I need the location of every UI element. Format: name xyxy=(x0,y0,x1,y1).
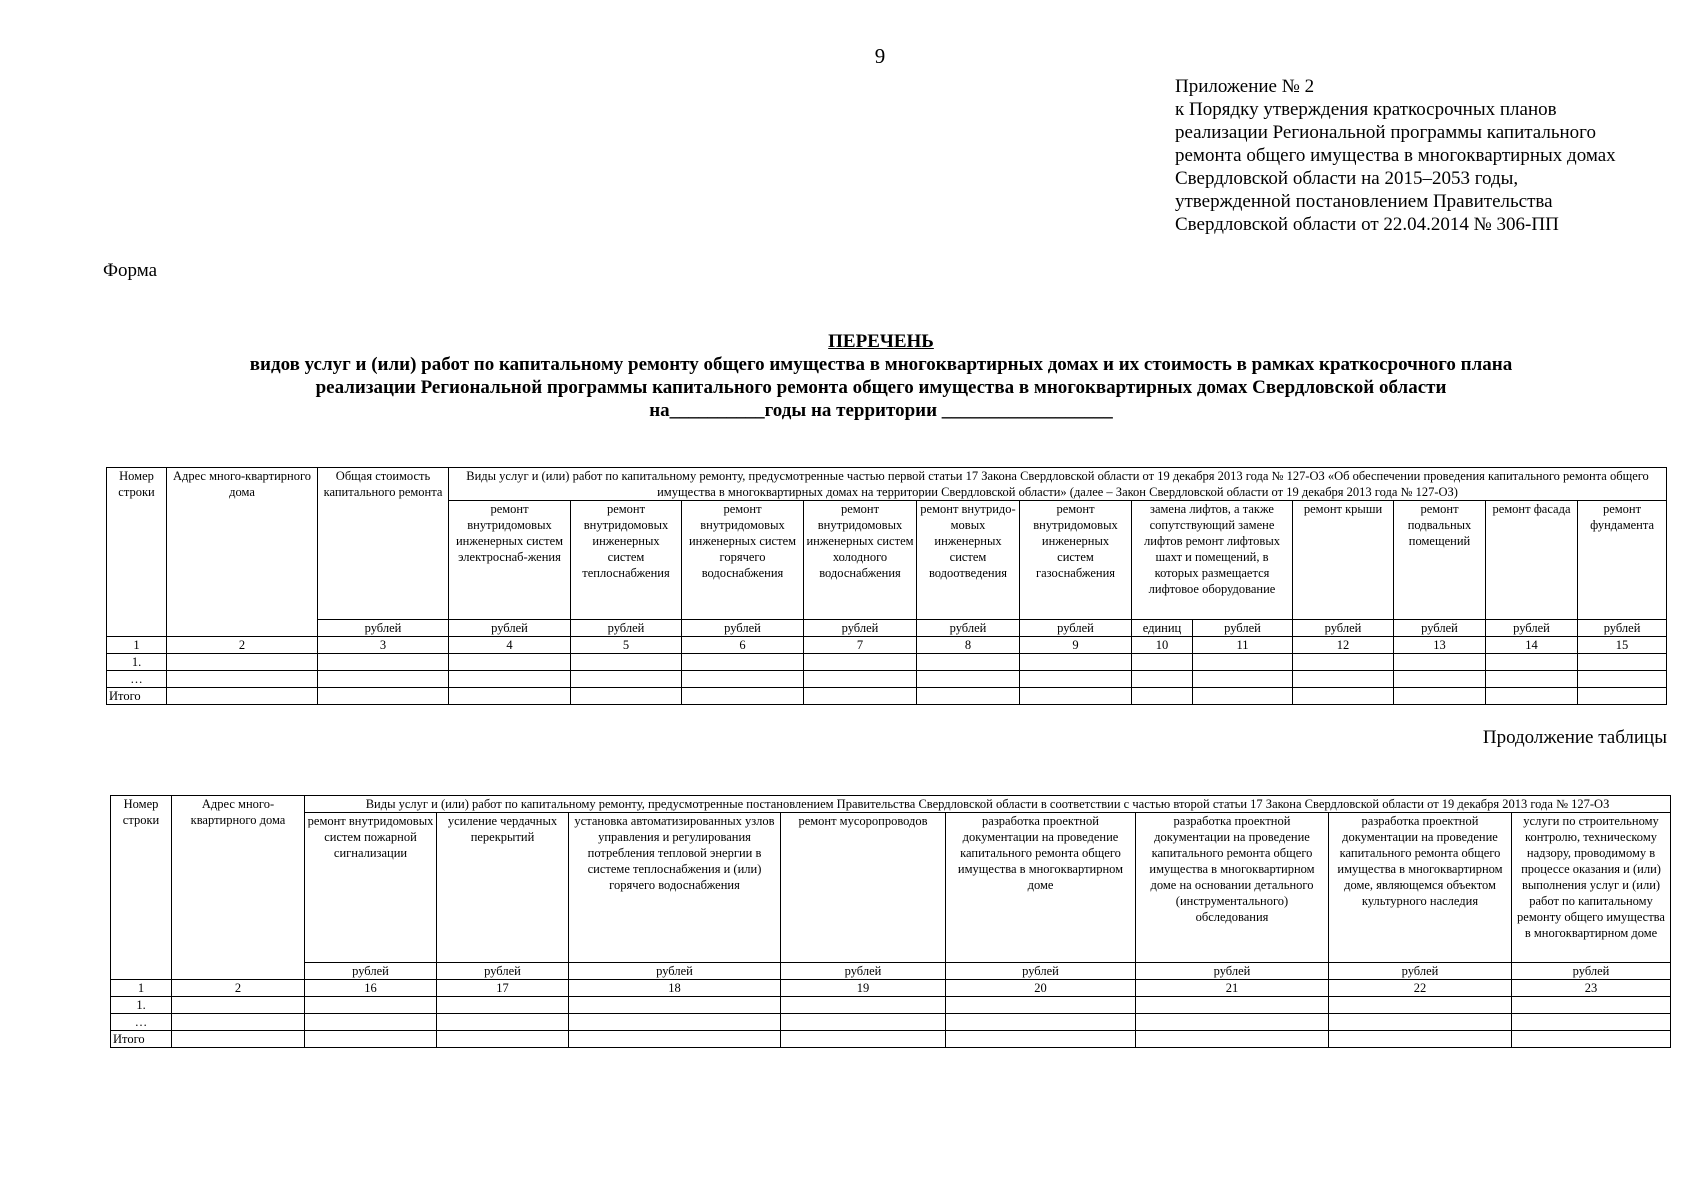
data-cell xyxy=(437,997,569,1014)
document-title xyxy=(0,330,1699,422)
row-label: … xyxy=(111,1014,172,1031)
column-number: 14 xyxy=(1486,637,1578,654)
data-cell xyxy=(571,688,682,705)
column-number: 5 xyxy=(571,637,682,654)
header-subcolumn: разработка проектной документации на проведение капитального ремонта общего имущества в многоквартирном доме на основании детального (инструментального) обследования xyxy=(1136,813,1329,963)
unit-cell: рублей xyxy=(1020,620,1132,637)
data-cell xyxy=(946,1014,1136,1031)
data-cell xyxy=(1132,671,1193,688)
appendix-block xyxy=(1175,75,1616,236)
header-row-number: Номер строки xyxy=(111,796,172,980)
services-table-part1 xyxy=(106,467,1667,705)
data-cell xyxy=(318,654,449,671)
column-number: 17 xyxy=(437,980,569,997)
column-number: 16 xyxy=(305,980,437,997)
header-subcolumn: ремонт внутридомовых инженерных систем теплоснабжения xyxy=(571,501,682,620)
column-number: 4 xyxy=(449,637,571,654)
header-subcolumn: ремонт внутридомовых инженерных систем газоснабжения xyxy=(1020,501,1132,620)
data-cell xyxy=(917,688,1020,705)
title-line-period xyxy=(0,399,1699,422)
data-cell xyxy=(781,1031,946,1048)
data-cell xyxy=(1394,671,1486,688)
data-cell xyxy=(1486,654,1578,671)
data-cell xyxy=(167,671,318,688)
continuation-label: Продолжение таблицы xyxy=(1482,727,1667,748)
data-cell xyxy=(571,671,682,688)
unit-cell: рублей xyxy=(318,620,449,637)
header-subcolumn: ремонт внутридомовых инженерных систем холодного водоснабжения xyxy=(804,501,917,620)
unit-cell: рублей xyxy=(1394,620,1486,637)
header-address: Адрес много-квартирного дома xyxy=(167,468,318,637)
header-total-cost: Общая стоимость капитального ремонта xyxy=(318,468,449,620)
header-subcolumn: ремонт крыши xyxy=(1293,501,1394,620)
unit-cell: рублей xyxy=(449,620,571,637)
data-cell xyxy=(172,1014,305,1031)
data-cell xyxy=(449,671,571,688)
unit-cell: рублей xyxy=(1136,963,1329,980)
column-number: 19 xyxy=(781,980,946,997)
unit-cell: рублей xyxy=(571,620,682,637)
data-cell xyxy=(1293,654,1394,671)
data-cell xyxy=(1293,688,1394,705)
data-cell xyxy=(1132,654,1193,671)
row-label: Итого xyxy=(111,1031,172,1048)
appendix-line: ремонта общего имущества в многоквартирных домах xyxy=(1175,145,1616,166)
data-cell xyxy=(1020,671,1132,688)
unit-cell: единиц xyxy=(1132,620,1193,637)
data-cell xyxy=(1293,671,1394,688)
header-subcolumn: ремонт подвальных помещений xyxy=(1394,501,1486,620)
data-cell xyxy=(781,1014,946,1031)
column-number: 12 xyxy=(1293,637,1394,654)
data-cell xyxy=(1193,688,1293,705)
services-table-part2 xyxy=(110,795,1671,1048)
header-subcolumn: ремонт фасада xyxy=(1486,501,1578,620)
data-cell xyxy=(1578,688,1667,705)
data-cell xyxy=(1578,654,1667,671)
data-cell xyxy=(569,1031,781,1048)
data-cell xyxy=(1136,997,1329,1014)
data-cell xyxy=(1329,1014,1512,1031)
header-subcolumn: установка автоматизированных узлов управления и регулирования потребления тепловой энергии в системе теплоснабжения и (или) горячего водоснабжения xyxy=(569,813,781,963)
form-label: Форма xyxy=(103,260,158,281)
unit-cell: рублей xyxy=(781,963,946,980)
appendix-line: Свердловской области от 22.04.2014 № 306-ПП xyxy=(1175,214,1559,235)
data-cell xyxy=(682,654,804,671)
data-cell xyxy=(437,1031,569,1048)
unit-cell: рублей xyxy=(917,620,1020,637)
unit-cell: рублей xyxy=(437,963,569,980)
header-row-number: Номер строки xyxy=(107,468,167,637)
title-line: видов услуг и (или) работ по капитальному ремонту общего имущества в многоквартирных домах и их стоимость в рамках краткосрочного плана xyxy=(249,354,1513,375)
table-row xyxy=(107,654,1667,671)
appendix-line: утвержденной постановлением Правительства xyxy=(1175,191,1553,212)
data-cell xyxy=(1486,671,1578,688)
unit-cell: рублей xyxy=(305,963,437,980)
data-cell xyxy=(682,688,804,705)
header-address: Адрес много-квартирного дома xyxy=(172,796,305,980)
data-cell xyxy=(172,1031,305,1048)
column-number: 23 xyxy=(1512,980,1671,997)
data-cell xyxy=(1512,1031,1671,1048)
header-group-law-part2: Виды услуг и (или) работ по капитальному ремонту, предусмотренные постановлением Правительства Свердловской области в соответствии с частью второй статьи 17 Закона Свердловской области от 19 декабря 2013 года № 127-ОЗ xyxy=(305,796,1671,813)
appendix-line: реализации Региональной программы капитального xyxy=(1175,122,1597,143)
column-number: 6 xyxy=(682,637,804,654)
header-subcolumn: разработка проектной документации на проведение капитального ремонта общего имущества в многоквартирном доме, являющемся объектом культурного наследия xyxy=(1329,813,1512,963)
data-cell xyxy=(449,654,571,671)
column-number: 20 xyxy=(946,980,1136,997)
data-cell xyxy=(305,1014,437,1031)
years-blank: __________ xyxy=(669,400,765,421)
data-cell xyxy=(1512,997,1671,1014)
data-cell xyxy=(1394,688,1486,705)
data-cell xyxy=(781,997,946,1014)
column-number: 8 xyxy=(917,637,1020,654)
column-number: 15 xyxy=(1578,637,1667,654)
data-cell xyxy=(172,997,305,1014)
column-number: 2 xyxy=(167,637,318,654)
column-number: 13 xyxy=(1394,637,1486,654)
data-cell xyxy=(1512,1014,1671,1031)
data-cell xyxy=(1394,654,1486,671)
title-prefix: на xyxy=(649,400,670,421)
data-cell xyxy=(1193,654,1293,671)
page-number: 9 xyxy=(874,44,886,68)
column-number: 10 xyxy=(1132,637,1193,654)
data-cell xyxy=(1132,688,1193,705)
table-row-total xyxy=(107,688,1667,705)
data-cell xyxy=(1486,688,1578,705)
column-number: 22 xyxy=(1329,980,1512,997)
table-row-total xyxy=(111,1031,1671,1048)
data-cell xyxy=(437,1014,569,1031)
appendix-line: Свердловской области на 2015–2053 годы, xyxy=(1175,168,1519,189)
column-number: 21 xyxy=(1136,980,1329,997)
unit-cell: рублей xyxy=(1578,620,1667,637)
data-cell xyxy=(1578,671,1667,688)
data-cell xyxy=(569,997,781,1014)
data-cell xyxy=(804,654,917,671)
data-cell xyxy=(167,654,318,671)
header-subcolumn: ремонт внутридомовых инженерных систем горячего водоснабжения xyxy=(682,501,804,620)
data-cell xyxy=(804,688,917,705)
data-cell xyxy=(917,654,1020,671)
data-cell xyxy=(569,1014,781,1031)
data-cell xyxy=(305,1031,437,1048)
data-cell xyxy=(571,654,682,671)
data-cell xyxy=(1136,1014,1329,1031)
territory-blank: __________________ xyxy=(941,400,1113,421)
unit-cell: рублей xyxy=(1329,963,1512,980)
header-subcolumn: ремонт мусоропроводов xyxy=(781,813,946,963)
appendix-line: к Порядку утверждения краткосрочных планов xyxy=(1175,99,1557,120)
row-label: 1. xyxy=(111,997,172,1014)
title-heading: ПЕРЕЧЕНЬ xyxy=(828,331,934,352)
data-cell xyxy=(1329,997,1512,1014)
unit-cell: рублей xyxy=(804,620,917,637)
column-number: 3 xyxy=(318,637,449,654)
header-subcolumn: усиление чердачных перекрытий xyxy=(437,813,569,963)
column-number: 11 xyxy=(1193,637,1293,654)
unit-cell: рублей xyxy=(1193,620,1293,637)
table-row xyxy=(111,997,1671,1014)
data-cell xyxy=(305,997,437,1014)
table-row xyxy=(107,671,1667,688)
data-cell xyxy=(1020,688,1132,705)
column-number: 18 xyxy=(569,980,781,997)
row-label: … xyxy=(107,671,167,688)
data-cell xyxy=(318,688,449,705)
data-cell xyxy=(318,671,449,688)
column-number: 1 xyxy=(111,980,172,997)
data-cell xyxy=(682,671,804,688)
header-subcolumn: ремонт внутридомовых инженерных систем электроснаб-жения xyxy=(449,501,571,620)
row-label: 1. xyxy=(107,654,167,671)
data-cell xyxy=(167,688,318,705)
data-cell xyxy=(946,1031,1136,1048)
data-cell xyxy=(917,671,1020,688)
row-label: Итого xyxy=(107,688,167,705)
header-subcolumn: ремонт внутридо-мовых инженерных систем водоотведения xyxy=(917,501,1020,620)
column-number: 1 xyxy=(107,637,167,654)
header-subcolumn: ремонт внутридомовых систем пожарной сигнализации xyxy=(305,813,437,963)
data-cell xyxy=(946,997,1136,1014)
data-cell xyxy=(1329,1031,1512,1048)
data-cell xyxy=(1136,1031,1329,1048)
unit-cell: рублей xyxy=(1512,963,1671,980)
data-cell xyxy=(1020,654,1132,671)
column-number: 9 xyxy=(1020,637,1132,654)
unit-cell: рублей xyxy=(1293,620,1394,637)
title-line: реализации Региональной программы капитального ремонта общего имущества в многоквартирных домах Свердловской области xyxy=(315,377,1447,398)
data-cell xyxy=(1193,671,1293,688)
data-cell xyxy=(449,688,571,705)
header-subcolumn: услуги по строительному контролю, техническому надзору, проводимому в процессе оказания и (или) выполнения услуг и (или) работ по капитальному ремонту общего имущества в многоквартирном доме xyxy=(1512,813,1671,963)
header-group-law-part1: Виды услуг и (или) работ по капитальному ремонту, предусмотренные частью первой статьи 17 Закона Свердловской области от 19 декабря 2013 года № 127-ОЗ «Об обеспечении проведения капитального ремонта общего имущества в многоквартирных домах на территории Свердловской области» (далее – Закон Свердловской области от 19 декабря 2013 года № 127-ОЗ) xyxy=(449,468,1667,501)
data-cell xyxy=(804,671,917,688)
header-subcolumn: разработка проектной документации на проведение капитального ремонта общего имущества в многоквартирном доме xyxy=(946,813,1136,963)
unit-cell: рублей xyxy=(1486,620,1578,637)
unit-cell: рублей xyxy=(682,620,804,637)
column-number: 2 xyxy=(172,980,305,997)
column-number: 7 xyxy=(804,637,917,654)
table-row xyxy=(111,1014,1671,1031)
appendix-line: Приложение № 2 xyxy=(1175,76,1315,97)
unit-cell: рублей xyxy=(569,963,781,980)
header-subcolumn: ремонт фундамента xyxy=(1578,501,1667,620)
title-middle: годы на территории xyxy=(764,400,942,421)
unit-cell: рублей xyxy=(946,963,1136,980)
header-subcolumn: замена лифтов, а также сопутствующий замене лифтов ремонт лифтовых шахт и помещений, в которых размещается лифтовое оборудование xyxy=(1132,501,1293,620)
